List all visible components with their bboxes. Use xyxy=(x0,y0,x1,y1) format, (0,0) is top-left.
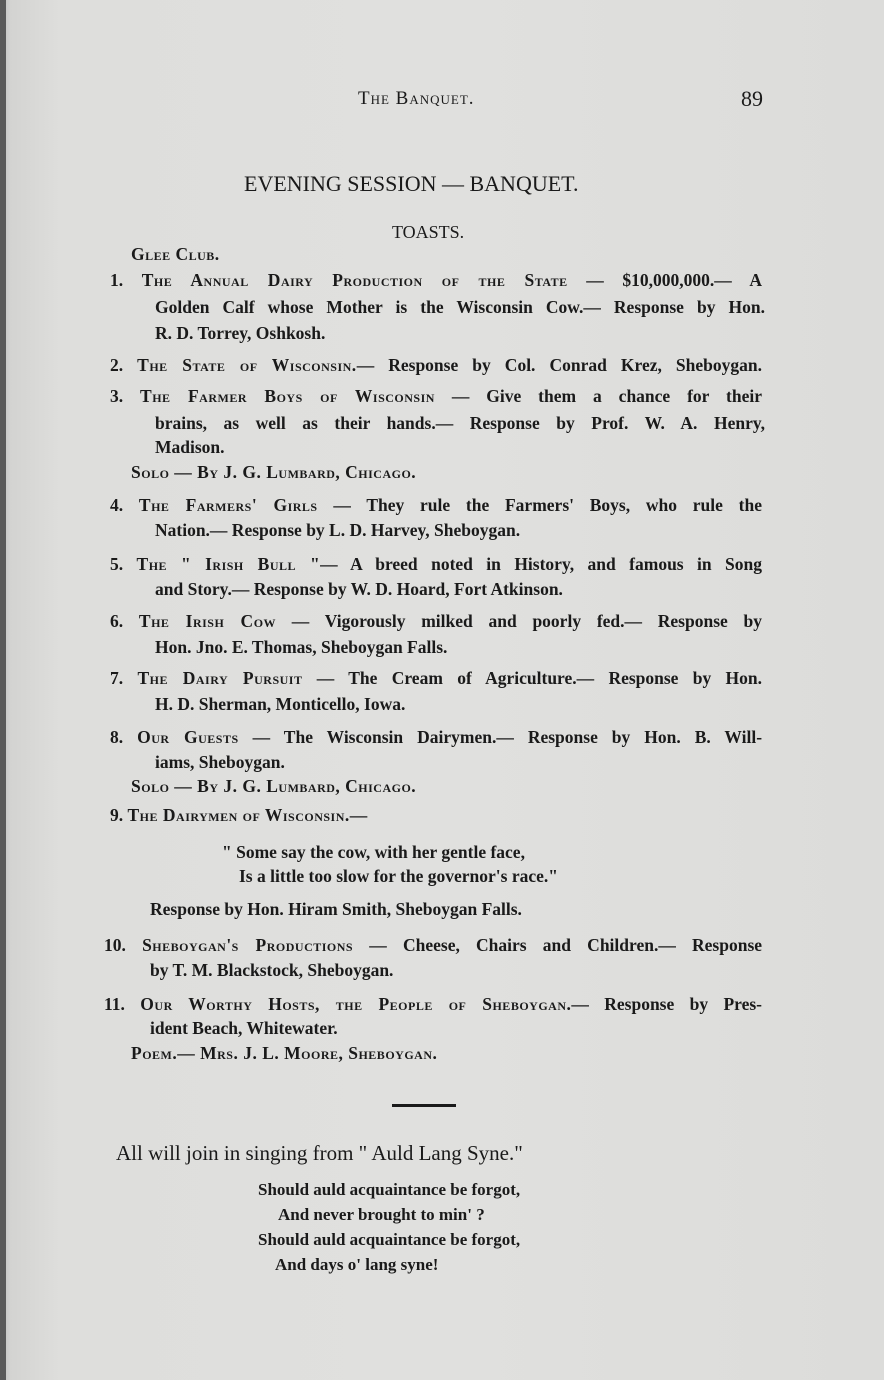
quote-line-2: Is a little too slow for the governor's race." xyxy=(239,866,558,886)
closing-instruction: All will join in singing from " Auld Lang Syne." xyxy=(116,1141,523,1165)
toast-title: The State of Wisconsin. xyxy=(137,355,357,375)
toast-title: Our Guests xyxy=(137,727,239,747)
toast-5-line-2: and Story.— Response by W. D. Hoard, Fort Atkinson. xyxy=(155,579,563,599)
toast-2-line-1 xyxy=(110,355,762,376)
toasts-heading: TOASTS. xyxy=(392,222,465,242)
toast-title: The Dairy Pursuit xyxy=(137,668,303,688)
quote-line-1: " Some say the cow, with her gentle face, xyxy=(222,842,525,862)
toast-3-line-3: Madison. xyxy=(155,437,225,457)
toast-3-line-1 xyxy=(110,386,762,407)
toast-10-line-2: by T. M. Blackstock, Sheboygan. xyxy=(150,960,394,980)
toast-number: 4. xyxy=(110,495,124,515)
section-divider xyxy=(392,1104,456,1107)
toast-number: 6. xyxy=(110,611,124,631)
toast-text: — The Wisconsin Dairymen.— Response by Hon. B. Will- xyxy=(238,727,763,747)
toast-1-line-1 xyxy=(110,270,762,291)
toast-number: 7. xyxy=(110,668,124,688)
toast-1-line-3: R. D. Torrey, Oshkosh. xyxy=(155,323,326,343)
toast-11-line-1 xyxy=(104,994,762,1015)
toast-6-line-2: Hon. Jno. E. Thomas, Sheboygan Falls. xyxy=(155,637,448,657)
quote-response: Response by Hon. Hiram Smith, Sheboygan Falls. xyxy=(150,899,522,919)
verse-line-4: And days o' lang syne! xyxy=(275,1255,439,1274)
toast-text: — xyxy=(349,805,368,825)
toast-title: The Farmers' Girls xyxy=(138,495,318,515)
page-number: 89 xyxy=(741,86,763,111)
toast-11-line-2: ident Beach, Whitewater. xyxy=(150,1018,338,1038)
verse-line-2: And never brought to min' ? xyxy=(278,1205,485,1224)
toast-title: The " Irish Bull " xyxy=(136,554,321,574)
toast-text: — Response by Col. Conrad Krez, Sheboygan. xyxy=(356,355,762,375)
session-title: EVENING SESSION — BANQUET. xyxy=(244,171,579,196)
toast-title: Sheboygan's Productions xyxy=(142,935,354,955)
toast-7-line-1 xyxy=(110,668,762,689)
toast-3-line-2: brains, as well as their hands.— Response by Prof. W. A. Henry, xyxy=(155,413,765,433)
toast-text: — Give them a chance for their xyxy=(434,386,763,406)
toast-title: The Irish Cow xyxy=(138,611,277,631)
toast-number: 5. xyxy=(110,554,124,574)
glee-club-entry: Glee Club. xyxy=(131,244,220,264)
toast-text: — Vigorously milked and poorly fed.— Response by xyxy=(276,611,763,631)
toast-text: — Response by Pres- xyxy=(571,994,763,1014)
toast-6-line-1 xyxy=(110,611,762,632)
verse-line-3: Should auld acquaintance be forgot, xyxy=(258,1230,521,1249)
toast-text: — They rule the Farmers' Boys, who rule the xyxy=(317,495,762,515)
toast-number: 9. xyxy=(110,805,124,825)
toast-number: 2. xyxy=(110,355,124,375)
toast-number: 11. xyxy=(104,994,125,1014)
verse-line-1: Should auld acquaintance be forgot, xyxy=(258,1180,521,1199)
toast-number: 10. xyxy=(104,935,126,955)
running-header-title: The Banquet. xyxy=(358,88,475,109)
toast-5-line-1 xyxy=(110,554,762,575)
toast-text: — Cheese, Chairs and Children.— Response xyxy=(353,935,763,955)
solo-entry-1: Solo — By J. G. Lumbard, Chicago. xyxy=(131,462,417,482)
toast-text: — $10,000,000.— A xyxy=(567,270,762,290)
page-spine-edge xyxy=(0,0,6,1380)
toast-text: — A breed noted in History, and famous in Song xyxy=(320,554,763,574)
toast-4-line-2: Nation.— Response by L. D. Harvey, Sheboygan. xyxy=(155,520,521,540)
toast-title: The Dairymen of Wisconsin. xyxy=(127,805,350,825)
toast-number: 3. xyxy=(110,386,124,406)
poem-entry: Poem.— Mrs. J. L. Moore, Sheboygan. xyxy=(131,1043,438,1063)
toast-number: 8. xyxy=(110,727,124,747)
toast-8-line-1 xyxy=(110,727,762,748)
toast-1-line-2: Golden Calf whose Mother is the Wisconsin Cow.— Response by Hon. xyxy=(155,297,765,317)
toast-8-line-2: iams, Sheboygan. xyxy=(155,752,285,772)
toast-4-line-1 xyxy=(110,495,762,516)
toast-7-line-2: H. D. Sherman, Monticello, Iowa. xyxy=(155,694,406,714)
toast-9-line-1 xyxy=(110,805,367,826)
toast-title: Our Worthy Hosts, the People of Sheboygan. xyxy=(140,994,572,1014)
toast-title: The Farmer Boys of Wisconsin xyxy=(140,386,435,406)
toast-text: — The Cream of Agriculture.— Response by Hon. xyxy=(302,668,763,688)
toast-title: The Annual Dairy Production of the State xyxy=(141,270,568,290)
solo-entry-2: Solo — By J. G. Lumbard, Chicago. xyxy=(131,776,417,796)
toast-10-line-1 xyxy=(104,935,762,956)
toast-number: 1. xyxy=(110,270,124,290)
